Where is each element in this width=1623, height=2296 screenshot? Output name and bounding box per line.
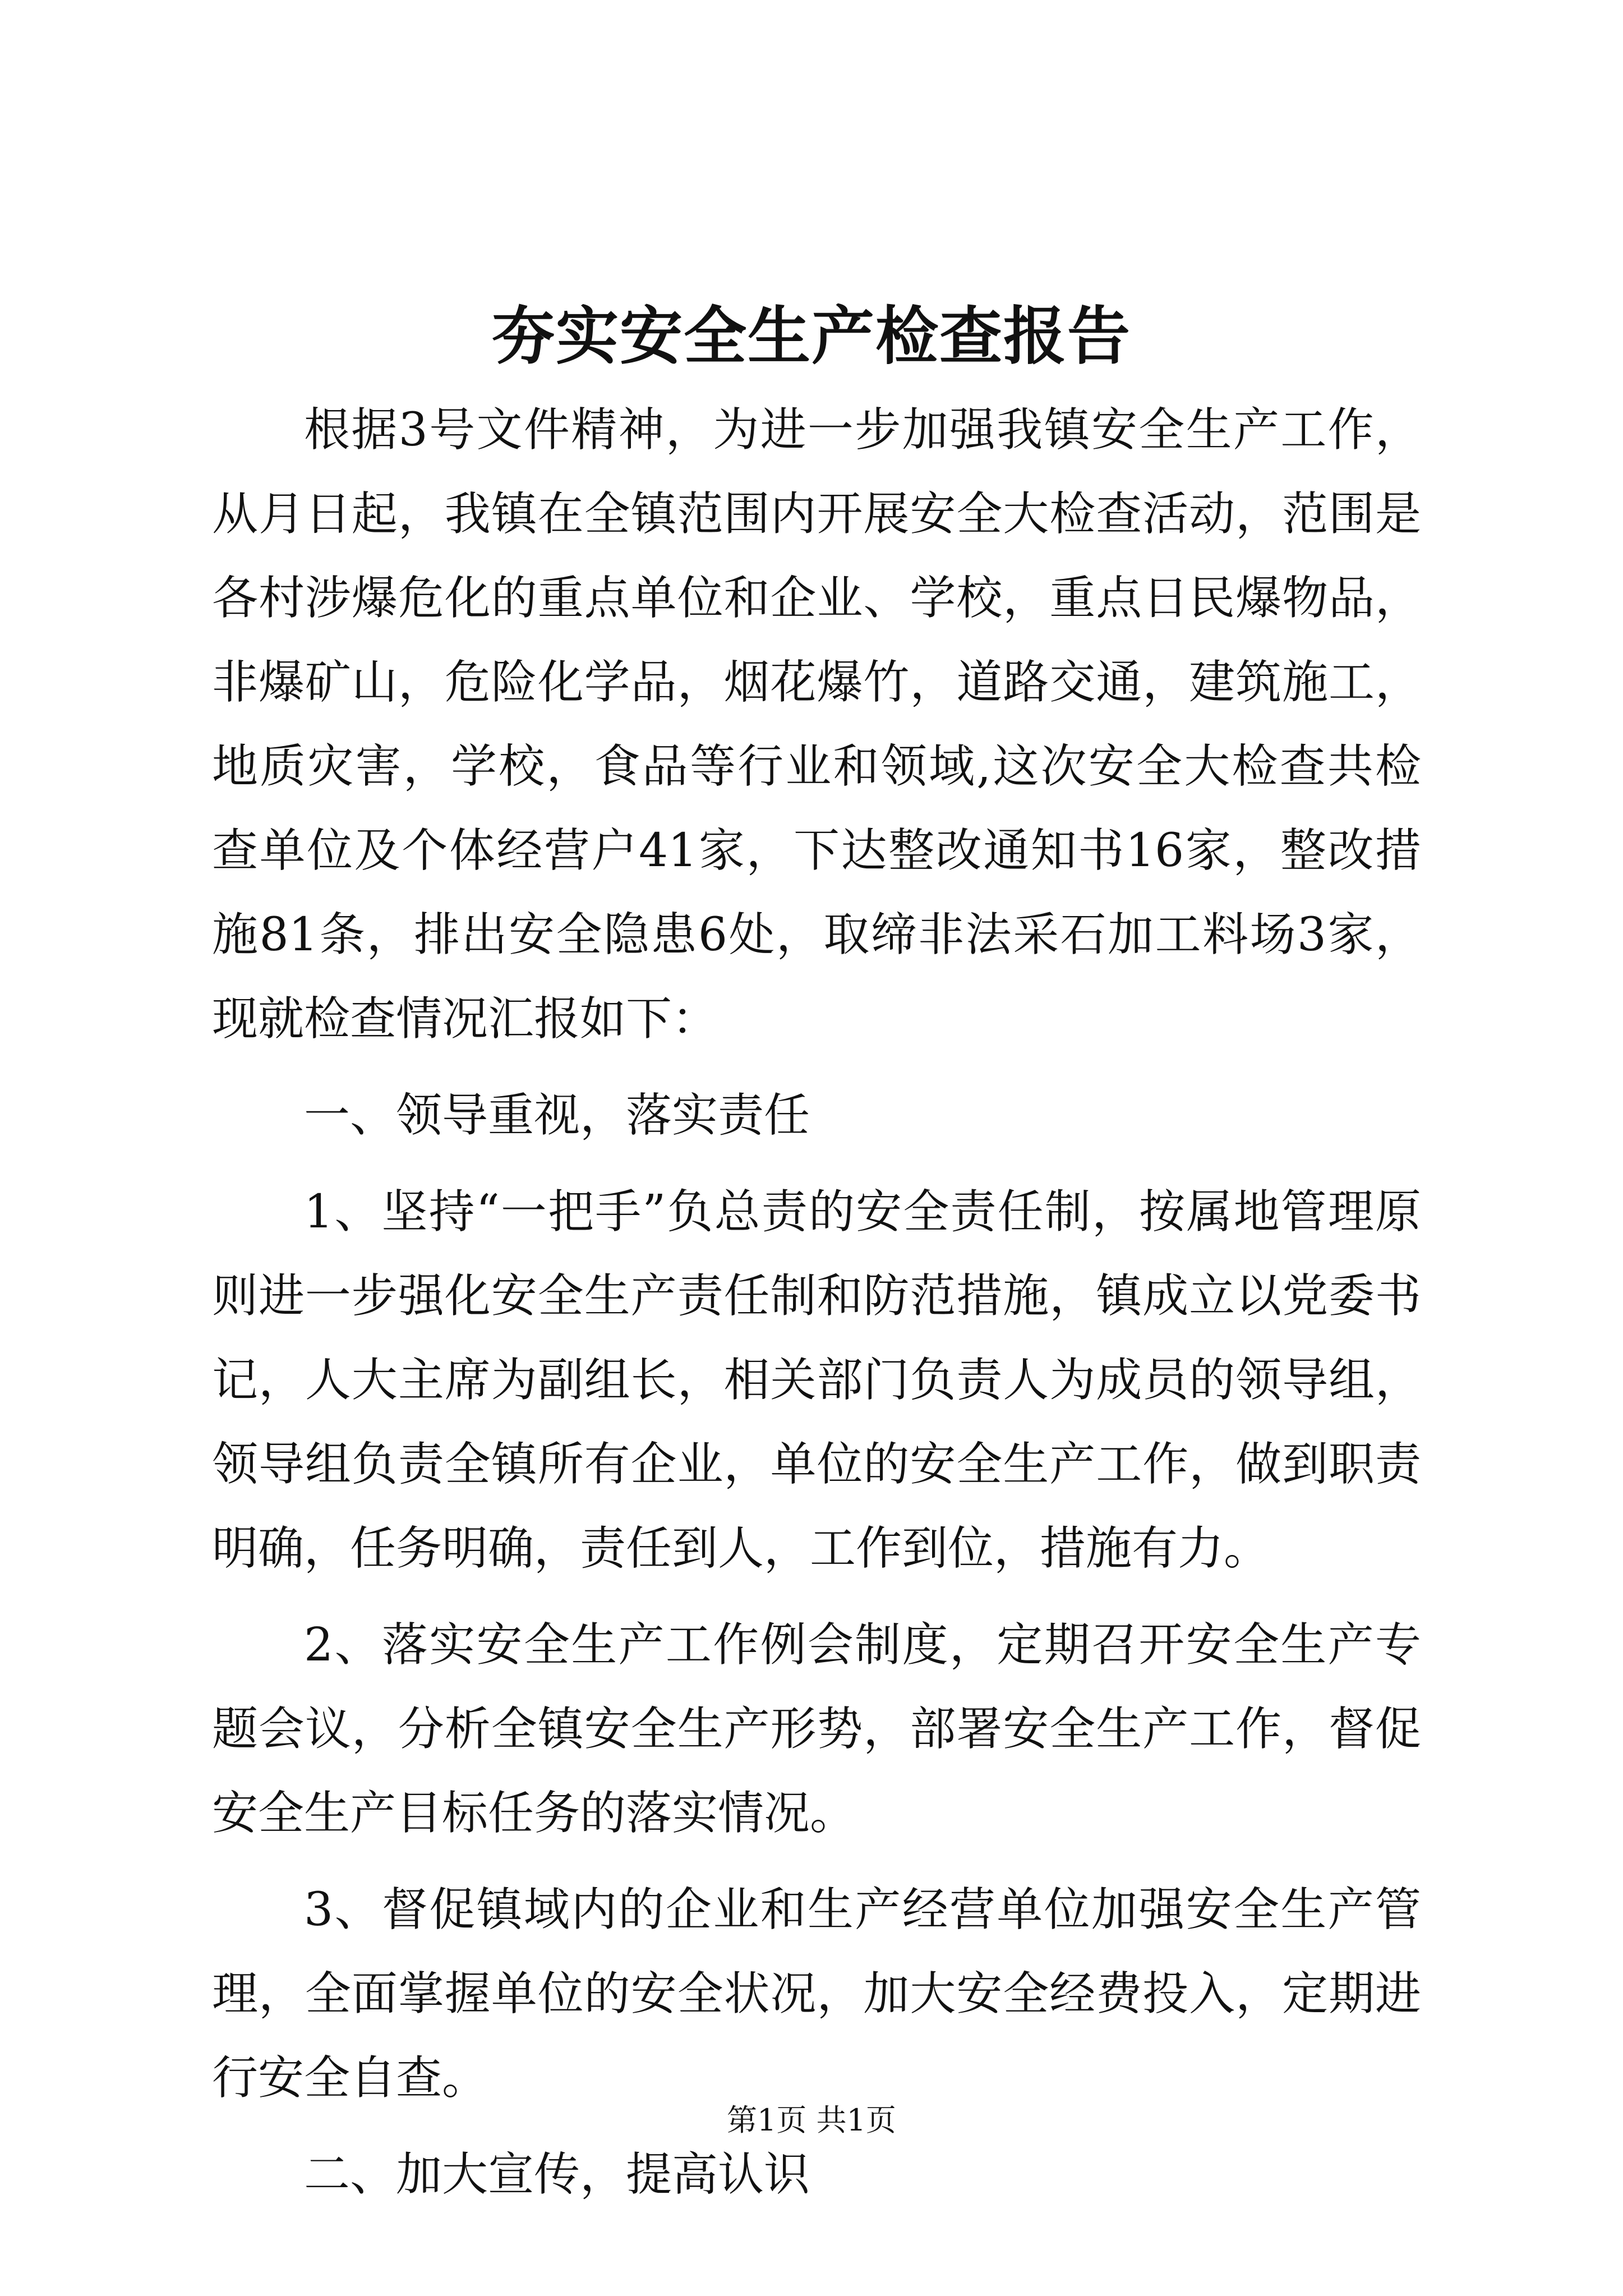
document-title: 夯实安全生产检查报告 [492, 300, 1131, 373]
page-footer: 第1页 共1页 [727, 2102, 896, 2138]
paragraph-item-2: 2、落实安全生产工作例会制度，定期召开安全生产专题会议，分析全镇安全生产形势，部署安全生产工作，督促安全生产目标任务的落实情况。 [212, 1618, 1421, 1840]
section-heading-2: 二、加大宣传，提高认识 [304, 2148, 810, 2201]
paragraph-item-3: 3、督促镇域内的企业和生产经营单位加强安全生产管理，全面掌握单位的安全状况，加大安全经费投入，定期进行安全自查。 [212, 1883, 1421, 2105]
paragraph-intro: 根据3号文件精神，为进一步加强我镇安全生产工作，从月日起，我镇在全镇范围内开展安全大检查活动，范围是各村涉爆危化的重点单位和企业、学校，重点日民爆物品，非爆矿山，危险化学品，烟花爆竹，道路交通，建筑施工，地质灾害，学校，食品等行业和领域,这次安全大检查共检查单位及个体经营户41家，下达整改通知书16家，整改措施81条，排出安全隐患6处，取缔非法采石加工料场3家，现就检查情况汇报如下： [212, 403, 1421, 1046]
paragraph-item-1: 1、坚持“一把手”负总责的安全责任制，按属地管理原则进一步强化安全生产责任制和防范措施，镇成立以党委书记，人大主席为副组长，相关部门负责人为成员的领导组，领导组负责全镇所有企业，单位的安全生产工作，做到职责明确，任务明确，责任到人，工作到位，措施有力。 [212, 1185, 1421, 1575]
section-heading-1: 一、领导重视，落实责任 [304, 1089, 810, 1142]
document-body [212, 388, 1421, 2229]
